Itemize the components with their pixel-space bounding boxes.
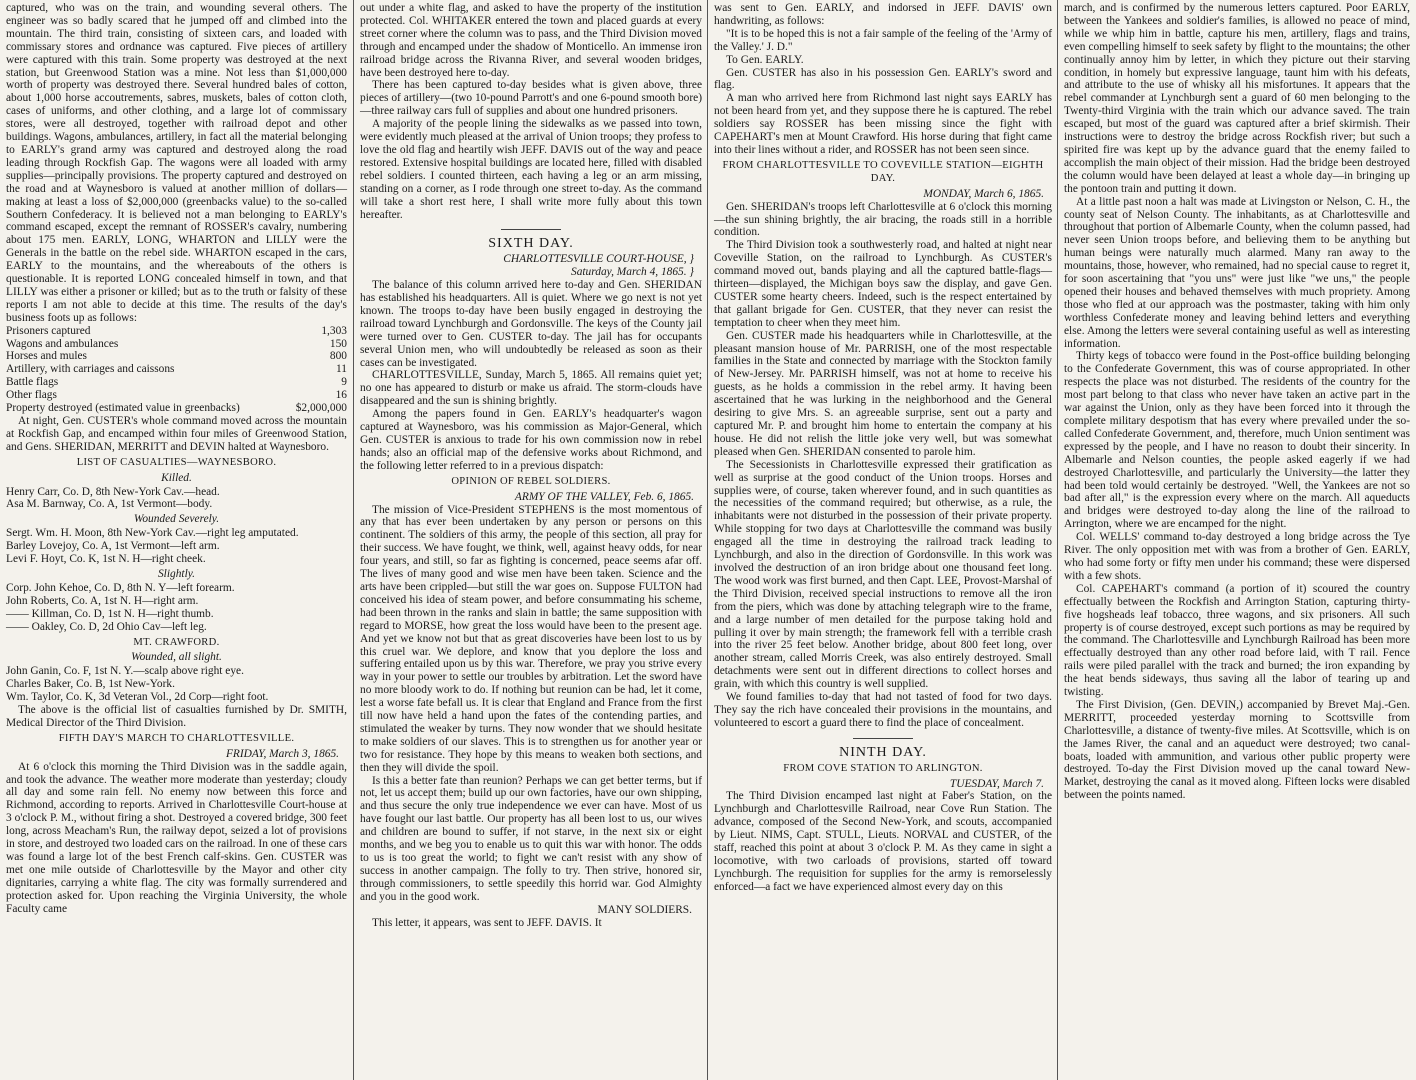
- body-paragraph: There has been captured to-day besides what is given above, three pieces of artillery—(two 10-pound Parrott's and one 6-pound smooth bore)—three railway cars full of supplies and about one hundred prisoners.: [360, 79, 702, 118]
- casualty-entry: Levi F. Hoyt, Co. K, 1st N. H—right cheek.: [6, 553, 206, 566]
- results-row: [6, 376, 347, 389]
- body-paragraph: captured, who was on the train, and wounding several others. The engineer was so badly scared that he jumped off and climbed into the mountain. The third train, consisting of sixteen cars, and loaded with commissary stores and ordnance was captured. Five pieces of artillery were captured with this train. Some property was destroyed at the next station, but Greenwood Station was a mine. Not less than $1,000,000 worth of property was destroyed there. Several hundred bales of cotton, about 1,000 horse accoutrements, sabres, muskets, bales of cotton cloth, cases of uniforms, and other clothing, and a large lot of commissary stores, were all destroyed, together with railroad depot and other buildings. Wagons, ambulances, artillery, in fact all the material belonging to EARLY's grand army was captured and destroyed along the road leading through Rockfish Gap. The wagons were all loaded with army supplies—principally provisions. The property captured and destroyed on the road and at Waynesboro is valued at another million of dollars—making at least a loss of $2,000,000 (greenbacks value) to the so-called Southern Confederacy. It is believed not a man belonging to EARLY's command escaped, except the remnant of ROSSER's cavalry, numbering about 175 men. EARLY, LONG, WHARTON and LILLY were the Generals in the battle on the rebel side. WHARTON escaped in the cars, EARLY to the mountains, and the whereabouts of the others is questionable. It is reported LONG concealed himself in town, and that LILLY was either a prisoner or killed; but as to the truth or falsity of these reports I am not able to decide at this time. The results of the day's business foots up as follows:: [6, 2, 347, 324]
- column-1: [0, 0, 353, 1080]
- body-paragraph: Gen. CUSTER made his headquarters while in Charlottesville, at the pleasant mansion house of Mr. PARRISH, one of the most respectable families in the State and connected by marriage with the Stockton family of New-Jersey. Mr. PARRISH himself, was not at home to receive his guests, as he holds a commission in the rebel army. It having been ascertained that he was lurking in the neighborhood and the General desiring to give Mrs. S. an agreeable surprise, sent out a party and captured Mr. P. and brought him home to entertain the company at his house. He did not relish the little joke very well, but was somewhat pleased when Gen. SHERIDAN consented to parole him.: [714, 329, 1052, 458]
- letter-paragraph: Is this a better fate than reunion? Perhaps we can get better terms, but if not, let us accept them; build up our own factories, have our own shipping, and thus secure the only true independence we ever can have. Most of us have fought our last battle. Our property has all been lost to us, our wives and children are bound to suffer, if not starve, in the next six or eight months, and we beg you to enable us to quit this war with honor. The odds to us is too great the world; to fight we can't resist with any show of success in another campaign. The folly to try. Then strive, honored sir, through commissioners, to settle speedily this horrid war. God Almighty and you in the good work.: [360, 774, 702, 903]
- casualty-entry: Charles Baker, Co. B, 1st New-York.: [6, 678, 175, 691]
- casualty-entry: Henry Carr, Co. D, 8th New-York Cav.—head.: [6, 485, 220, 498]
- body-paragraph: The balance of this column arrived here to-day and Gen. SHERIDAN has established his headquarters. All is quiet. Where we go next is not yet known. The troops to-day have been busily engaged in destroying the railroad toward Lynchburgh and Gordonsville. The keys of the County jail were turned over to Gen. CUSTER to-day. The jail has for occupants several Union men, who will undoubtedly be released as soon as their cases can be investigated.: [360, 279, 702, 369]
- sixth-day-dateline: Saturday, March 4, 1865. }: [571, 266, 694, 279]
- mt-crawford-subheading: Wounded, all slight.: [131, 651, 222, 664]
- results-row: [6, 325, 347, 338]
- results-label: Prisoners captured: [6, 324, 91, 337]
- results-value: 150: [329, 337, 347, 350]
- results-value: 800: [329, 350, 347, 363]
- body-paragraph: The Third Division took a southwesterly road, and halted at night near Coveville Station, on the railroad to Lynchburgh. As CUSTER's command moved out, bands playing and all the captured battle-flags—thirteen—displayed, the Michigan boys saw the display, and gave Gen. CUSTER some hearty cheers. Indeed, such is the respect entertained by that gallant brigade for Gen. CUSTER, that they never can resist the temptation to cheer when they meet him.: [714, 239, 1052, 329]
- results-value: 11: [336, 363, 347, 376]
- casualty-entry: Sergt. Wm. H. Moon, 8th New-York Cav.—right leg amputated.: [6, 527, 299, 540]
- results-row: [6, 389, 347, 402]
- body-paragraph: out under a white flag, and asked to have the property of the institution protected. Col. WHITAKER entered the town and placed guards at every street corner where the column was to pass, and the Third Division moved through and encamped under the shadow of Monticello. An immense iron railroad bridge across the Rivanna River, and several wooden bridges, have been destroyed here to-day.: [360, 2, 702, 79]
- results-value: 16: [335, 389, 347, 402]
- body-paragraph: This letter, it appears, was sent to JEFF. DAVIS. It: [372, 916, 602, 929]
- mt-crawford-heading: MT. CRAWFORD.: [133, 636, 220, 648]
- body-paragraph: Gen. SHERIDAN's troops left Charlottesville at 6 o'clock this morning—the sun shining brightly, the air bracing, the roads still in a horrible condition.: [714, 200, 1052, 239]
- severe-list: [6, 527, 347, 566]
- body-paragraph: CHARLOTTESVILLE, Sunday, March 5, 1865. All remains quiet yet; no one has appeared to disturb or make us afraid. The storm-clouds have disappeared and the sun is shining brightly.: [360, 369, 702, 408]
- fifth-day-dateline: FRIDAY, March 3, 1865.: [225, 747, 339, 760]
- results-label: Property destroyed (estimated value in greenbacks): [6, 402, 240, 415]
- severe-subheading: Wounded Severely.: [133, 513, 220, 526]
- body-paragraph: Col. CAPEHART's command (a portion of it) scoured the country effectually between the Rockfish and Arrington Station, capturing thirty-five hogsheads leaf tobacco, three wagons, and six prisoners. All such property is of course destroyed, except such portions as may be required by the command. The Charlottesville and Lynchburgh Railroad has been more effectually destroyed than any other road before laid, with T rail. Fence rails were piled parallel with the track and burned; the iron expanding by the heat bends sideways, thus saving all the labor of tearing up and twisting.: [1064, 582, 1410, 699]
- results-row: [6, 338, 347, 351]
- body-paragraph: A majority of the people lining the sidewalks as we passed into town, were evidently much pleased at the arrival of Union troops; they profess to love the old flag and heartily wish JEFF. DAVIS out of the way and peace restored. Extensive hospital buildings are located here, filled with disabled rebel soldiers. I counted thirteen, each having a leg or an arm missing, standing on a corner, as I rode through one street to-day. As the command will take a short rest here, I shall write more fully about this town hereafter.: [360, 118, 702, 221]
- body-paragraph: A man who arrived here from Richmond last night says EARLY has not been heard from yet, and they suppose there he is captured. The rebel soldiers say ROSSER has been missing since the fight with CAPEHART's men at Mount Crawford. His horse during that fight came into their lines without a rider, and ROSSER has not been seen since.: [714, 92, 1052, 156]
- casualty-entry: Asa M. Barnway, Co. A, 1st Vermont—body.: [6, 498, 213, 511]
- killed-list: [6, 486, 347, 512]
- casualty-entry: Wm. Taylor, Co. K, 3d Veteran Vol., 2d Corp—right foot.: [6, 691, 269, 704]
- body-paragraph: The Secessionists in Charlottesville expressed their gratification as well as surprise at the good conduct of the Union troops. Horses and supplies were, of course, taken wherever found, and in such quantities as the necessities of the command required; but otherwise, as a rule, the inhabitants were not disturbed in the possession of their private property. While stopping for two days at Charlottesville the command was busily engaged all the time in destroying the railroad track leading to Lynchburgh, and also in the direction of Gordonsville. In this work was involved the destruction of an iron bridge about one thousand feet long. The wood work was first burned, and then Capt. LEE, Provost-Marshal of the Third Division, received special instructions to remove all the iron from the piers, which was done by attaching telegraph wire to the frame, and a large number of men detailed for the purpose taking hold and pulling it over by main strength; the framework fell with a terrible crash into the river 25 feet below. Another bridge, about 800 feet long, over another stream, called Morris Creek, was also entirely destroyed. Small detachments were sent out in different directions to collect horses and grain, with which this country is well supplied.: [714, 458, 1052, 691]
- results-row: [6, 402, 347, 415]
- results-value: 1,303: [321, 324, 347, 337]
- sixth-day-heading: SIXTH DAY.: [488, 236, 574, 252]
- casualty-entry: Barley Lovejoy, Co. A, 1st Vermont—left arm.: [6, 540, 220, 553]
- results-row: [6, 363, 347, 376]
- slight-subheading: Slightly.: [157, 567, 196, 580]
- body-paragraph: The Third Division encamped last night at Faber's Station, on the Lynchburgh and Charlottesville Railroad, near Cove Run Station. The advance, composed of the Second New-York, and scouts, accompanied by Lieut. NIMS, Capt. STULL, Lieuts. NORVAL and CUSTER, of the staff, reached this point at about 3 o'clock P. M. As they came in sight a locomotive, with two carloads of provisions, started off toward Lynchburgh. The requisition for supplies for the army is remorselessly enforced—a fact we have experienced almost every day on this: [714, 790, 1052, 893]
- body-paragraph: march, and is confirmed by the numerous letters captured. Poor EARLY, between the Yankees and soldier's families, is allowed no peace of mind, while we whip him in battle, capture his men, artillery, flags and trains, even compelling himself to seek safety by flight to the mountains; the other continually annoy him by letter, in which they picture out their starving condition, in homely but expressive language, taunt him with his defeats, and attribute to the use of whisky all his misfortunes. It appears that the rebel commander at Lynchburgh sent a guard of 60 men belonging to the Twenty-third Virginia with the train which our advance saved. The train escaped, but most of the guard was captured after a brief skirmish. Their instructions were to destroy the bridge across Rockfish river; but such a spirited fire was kept up by the advance guard that the enemy failed to accomplish the main object of their mission. Had the bridge been destroyed the column would have been delayed at least a whole day—in bringing up the pontoon train and putting it down.: [1064, 2, 1410, 195]
- opinion-heading: OPINION OF REBEL SOLDIERS.: [451, 475, 611, 487]
- body-paragraph: The First Division, (Gen. DEVIN,) accompanied by Brevet Maj.-Gen. MERRITT, proceeded yesterday morning to Scottsville from Charlottesville, a distance of twenty-five miles. At Scottsville, which is on the James River, the canal and an aqueduct were destroyed; two canal-boats, loaded with ammunition, and various other public property were destroyed. To-day the First Division moved up the canal toward New-Market, destroying the canal as it moved along. Fifteen locks were disabled between the points named.: [1064, 698, 1410, 802]
- body-paragraph: Among the papers found in Gen. EARLY's headquarter's wagon captured at Waynesboro, was his commission as Major-General, which Gen. CUSTER is anxious to trade for his own commission now in rebel hands; also an official map of the defensive works about Richmond, and the following letter referred to in a previous dispatch:: [360, 408, 702, 472]
- body-paragraph: We found families to-day that had not tasted of food for two days. They say the rich have concealed their provisions in the mountains, and volunteered to escort a guard there to find the place of concealment.: [714, 691, 1052, 729]
- body-paragraph: At a little past noon a halt was made at Livingston or Nelson, C. H., the county seat of Nelson County. The inhabitants, as at Charlottesville and throughout that portion of Albemarle County, when the column passed, had never seen Union troops before, and believing them to be anything but human beings were naturally much alarmed. Many ran away to the mountains, those, however, who remained, had no special cause to regret it, for soon ascertaining that "you uns" were just like "we uns," the people opened their houses and behaved themselves with much propriety. Among those who fled at our approach was the postmaster, taking with him only worthless Confederate money and leaving behind letters and everything else. Among the letters were several containing useful as well as interesting information.: [1064, 195, 1410, 350]
- slight-list: [6, 582, 347, 634]
- body-paragraph: At 6 o'clock this morning the Third Division was in the saddle again, and took the advance. The weather more moderate than yesterday; cloudy all day and some rain fell. No enemy now between this force and Richmond, according to reports. Arrived in Charlottesville Court-house at 3 o'clock P. M., without firing a shot. Destroyed a covered bridge, 300 feet long, across Meacham's Run, the railway depot, seized a lot of provisions in store, and destroyed two loaded cars on the railroad. In one of these cars was found a large lot of the best French calf-skins. Gen. CUSTER was met one mile outside of Charlottesville by the Mayor and other city dignitaries, carrying a white flag. The city was formally surrendered and protection asked for. Upon reaching the Virginia University, the whole Faculty came: [6, 760, 347, 915]
- column-4: [1058, 0, 1416, 1080]
- results-value: 9: [341, 376, 347, 389]
- section-divider: [501, 229, 561, 230]
- column-2: [354, 0, 708, 1080]
- results-value: $2,000,000: [295, 402, 347, 415]
- mt-crawford-list: [6, 665, 347, 704]
- letter-signature: MANY SOLDIERS.: [597, 903, 692, 916]
- body-paragraph: Col. WELLS' command to-day destroyed a long bridge across the Tye River. The only opposition met with was from a brother of Gen. EARLY, who had some forty or fifty men under his command; these were dispersed with a few shots.: [1064, 531, 1410, 582]
- body-paragraph: Thirty kegs of tobacco were found in the Post-office building belonging to the Confederate Government, this was of course appropriated. In other respects the place was not disturbed. The residents of the country for the most part belong to that class who never have taken an active part in the war against the Union, only as they have been forced into it through the complete military despotism that has every where prevailed under the so-called Confederate Government, and, therefore, much Union sentiment was expressed by the people, and I have no reason to doubt their sincerity. In Albemarle and Nelson counties, the people asked eagerly if we had destroyed Charlottesville, and particularly the University—the latter they had been told would certainly be destroyed. "Well, the Yankees are not so bad after all," is the expression every where on the march. All aqueducts and bridges were destroyed to-day along the line of the railroad to Arrington, where we are encamped for the night.: [1064, 350, 1410, 531]
- section-divider: [853, 738, 913, 739]
- letter-paragraph: The mission of Vice-President STEPHENS is the most momentous of any that has ever been undertaken by any person or persons on this continent. The soldiers of this army, the people of this section, all pray for their success. We have fought, we think, well, against heavy odds, for near four years, and still, so far as fighting is concerned, peace seems afar off. The lives of many good and wise men have been taken. Science and the arts have been crippled—but still the war goes on. Suppose FULTON had conceived his idea of steam power, and before consummating his scheme, had been thrown in the ranks and slain in battle; the same supposition with regard to MORSE, how great the loss would have been to the present age. And yet we know not but that as great discoveries have been lost to us by this cruel war. We deplore, and know that you deplore the loss and suffering entailed upon us by this war. Therefore, we pray you strive every way in your power to settle our troubles by arbitration. Let the sword have no more bloody work to do. If nothing but reunion can be had, let it come, lest a worse fate befall us. It is clear that England and France from the first till now have held a hand upon the fates of the contending parties, and stimulated the weaker by turns. They now wonder that we should hesitate to make soldiers of our slaves. This is to strengthen us for another year or two for resistance. They hope by this means to weaken both sections, and then they will divide the spoil.: [360, 503, 702, 774]
- casualty-entry: John Roberts, Co. A, 1st N. H—right arm.: [6, 594, 199, 607]
- results-label: Other flags: [6, 389, 57, 402]
- sixth-day-place: CHARLOTTESVILLE COURT-HOUSE, }: [503, 253, 694, 266]
- casualty-entry: —— Oakley, Co. D, 2d Ohio Cav—left leg.: [6, 620, 207, 633]
- ninth-day-heading: NINTH DAY.: [839, 744, 927, 760]
- casualty-entry: John Ganin, Co. F, 1st N. Y.—scalp above right eye.: [6, 665, 244, 678]
- results-label: Artillery, with carriages and caissons: [6, 363, 175, 376]
- results-label: Wagons and ambulances: [6, 337, 119, 350]
- fifth-day-heading: FIFTH DAY'S MARCH TO CHARLOTTESVILLE.: [58, 732, 295, 744]
- body-paragraph: Gen. CUSTER has also in his possession Gen. EARLY's sword and flag.: [714, 66, 1052, 92]
- results-table: [6, 325, 347, 415]
- ninth-day-dateline: TUESDAY, March 7.: [949, 777, 1044, 790]
- eighth-day-dateline: MONDAY, March 6, 1865.: [923, 187, 1044, 200]
- column-3: [708, 0, 1058, 1080]
- results-label: Horses and mules: [6, 350, 87, 363]
- endorsement-addressee: To Gen. EARLY.: [726, 53, 804, 66]
- body-paragraph: was sent to Gen. EARLY, and indorsed in JEFF. DAVIS' own handwriting, as follows:: [714, 2, 1052, 27]
- results-label: Battle flags: [6, 376, 59, 389]
- results-row: [6, 350, 347, 363]
- body-paragraph: The above is the official list of casualties furnished by Dr. SMITH, Medical Director of the Third Division.: [6, 704, 347, 729]
- killed-subheading: Killed.: [161, 471, 192, 484]
- casualty-entry: Corp. John Kehoe, Co. D, 8th N. Y—left forearm.: [6, 581, 235, 594]
- eighth-day-heading: FROM CHARLOTTESVILLE TO COVEVILLE STATION—EIGHTH DAY.: [722, 159, 1044, 184]
- letter-dateline: ARMY OF THE VALLEY, Feb. 6, 1865.: [514, 490, 694, 503]
- quoted-endorsement: "It is to be hoped this is not a fair sample of the feeling of the 'Army of the Valley.' J. D.": [714, 27, 1052, 53]
- casualties-heading: LIST OF CASUALTIES—WAYNESBORO.: [76, 456, 277, 468]
- ninth-day-subheading: FROM COVE STATION TO ARLINGTON.: [783, 762, 983, 774]
- casualty-entry: —— Killman, Co. D, 1st N. H—right thumb.: [6, 607, 214, 620]
- body-paragraph: At night, Gen. CUSTER's whole command moved across the mountain at Rockfish Gap, and encamped within four miles of Greenwood Station, and Gens. SHERIDAN, MERRITT and DEVIN halted at Waynesboro.: [6, 415, 347, 453]
